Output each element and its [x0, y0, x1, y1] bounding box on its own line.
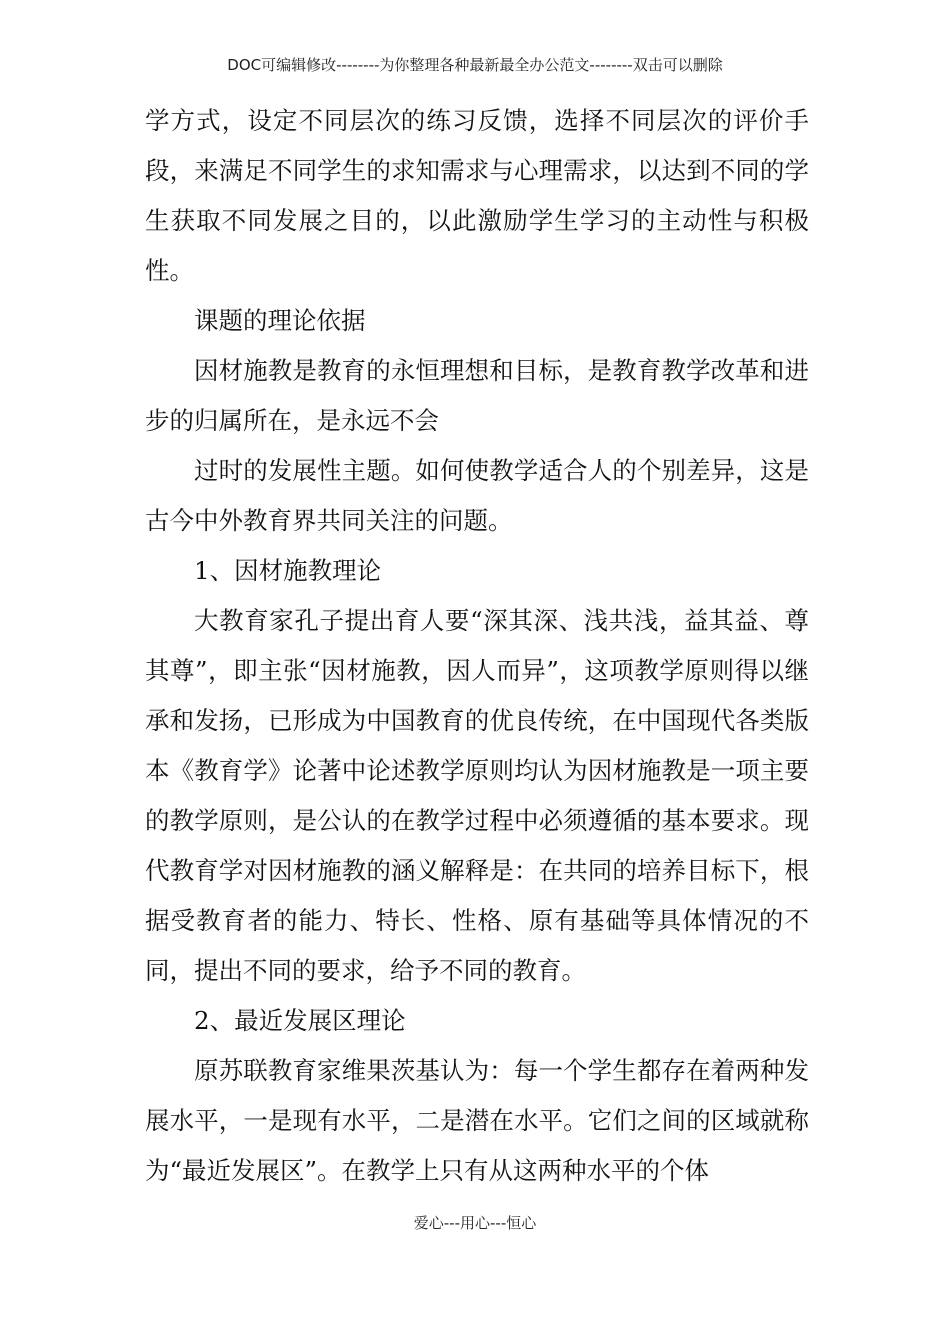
- page-header: DOC可编辑修改--------为你整理各种最新最全办公范文--------双击可以删除: [227, 56, 723, 74]
- page-footer: 爱心---用心---恒心: [413, 1214, 537, 1232]
- paragraph: 大教育家孔子提出育人要“深其深、浅共浅，益其益、尊其尊”，即主张“因材施教，因人而异”，这项教学原则得以继承和发扬，已形成为中国教育的优良传统，在中国现代各类版本《教育学》论著中论述教学原则均认为因材施教是一项主要的教学原则，是公认的在教学过程中必须遵循的基本要求。现代教育学对因材施教的涵义解释是：在共同的培养目标下，根据受教育者的能力、特长、性格、原有基础等具体情况的不同，提出不同的要求，给予不同的教育。: [145, 606, 809, 985]
- paragraph: 学方式，设定不同层次的练习反馈，选择不同层次的评价手段，来满足不同学生的求知需求与心理需求，以达到不同的学生获取不同发展之目的，以此激励学生学习的主动性与积极性。: [145, 106, 809, 285]
- paragraph: 原苏联教育家维果茨基认为：每一个学生都存在着两种发展水平，一是现有水平，二是潜在水平。它们之间的区域就称为“最近发展区”。在教学上只有从这两种水平的个体: [145, 1056, 809, 1185]
- paragraph-heading: 课题的理论依据: [194, 306, 366, 335]
- document-body: [145, 96, 809, 1196]
- paragraph-heading: 1、因材施教理论: [194, 556, 382, 585]
- paragraph: 因材施教是教育的永恒理想和目标，是教育教学改革和进步的归属所在，是永远不会: [145, 356, 809, 435]
- paragraph: 过时的发展性主题。如何使教学适合人的个别差异，这是古今中外教育界共同关注的问题。: [145, 456, 809, 535]
- paragraph-heading: 2、最近发展区理论: [194, 1006, 406, 1035]
